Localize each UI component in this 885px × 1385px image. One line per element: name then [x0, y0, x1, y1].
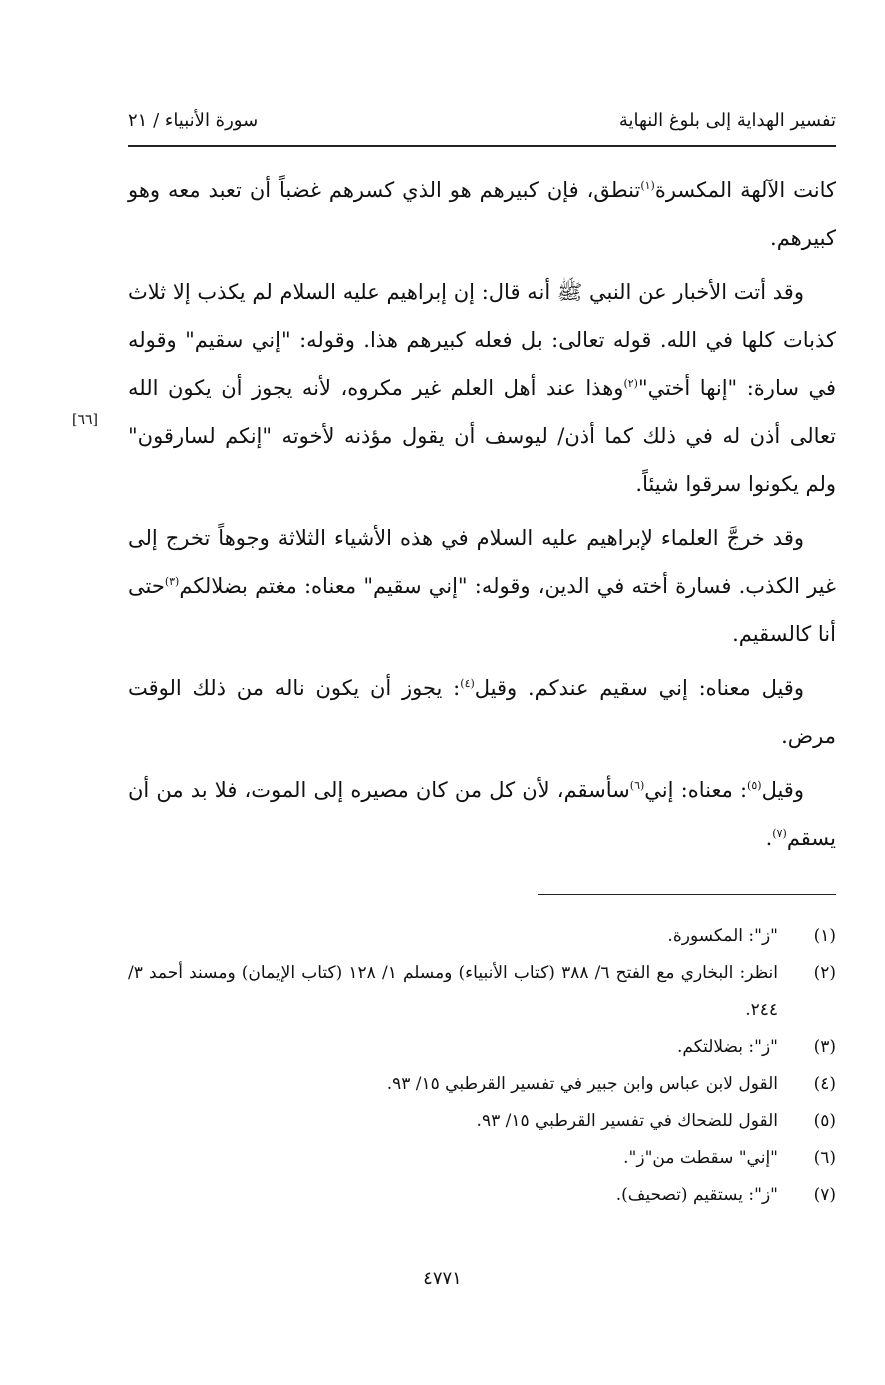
footnote-number: (٢)	[813, 963, 836, 983]
footnote-text: "إني" سقطت من"ز".	[623, 1148, 778, 1168]
footnote-number: (٤)	[813, 1074, 836, 1094]
footnote	[128, 1066, 836, 1103]
footnote-ref: (٦)	[629, 779, 645, 792]
paragraph: وقد خرجَّ العلماء لإبراهيم عليه السلام في هذه الأشياء الثلاثة وجوهاً تخرج إلى غير الكذب. فسارة أخته في الدين، وقوله: "إني سقيم" معناه: مغتم بضلالكم$^{(٣)}$حتى أنا كالسقيم.	[128, 526, 836, 646]
header-divider	[128, 145, 836, 147]
footnote-text: "ز": بضلالتكم.	[676, 1037, 778, 1057]
footnote-text: "ز": المكسورة.	[667, 926, 778, 946]
paragraph: كانت الآلهة المكسرة$^{(١)}$تنطق، فإن كبيرهم هو الذي كسرهم غضباً أن تعبد معه وهو كبيرهم.	[128, 178, 836, 250]
footnote-text: القول للضحاك في تفسير القرطبي ١٥/ ٩٣.	[476, 1111, 778, 1131]
footnote-text: القول لابن عباس وابن جبير في تفسير القرطبي ١٥/ ٩٣.	[386, 1074, 778, 1094]
footnotes	[128, 918, 836, 1214]
footnote	[128, 1103, 836, 1140]
footnote-number: (٣)	[813, 1037, 836, 1057]
footnote-divider	[538, 894, 836, 895]
footnote-ref: (٧)	[772, 827, 787, 840]
footnote	[128, 955, 836, 1029]
running-header	[128, 104, 836, 138]
footnote-ref: (٣)	[164, 575, 180, 588]
paragraph: وقيل معناه: إني سقيم عندكم. وقيل$^{(٤)}$: يجوز أن يكون ناله من ذلك الوقت مرض.	[128, 676, 836, 748]
main-text	[128, 166, 836, 868]
footnote-ref: (٢)	[623, 377, 638, 390]
footnote	[128, 1140, 836, 1177]
footnote	[128, 1177, 836, 1214]
footnote-text: انظر: البخاري مع الفتح ٦/ ٣٨٨ (كتاب الأنبياء) ومسلم ١/ ١٢٨ (كتاب الإيمان) ومسند أحمد ٣/ ٢٤٤.	[128, 963, 779, 1020]
paragraph: وقيل$^{(٥)}$: معناه: إني$^{(٦)}$سأسقم، لأن كل من كان مصيره إلى الموت، فلا بد من أن يسقم$^{(٧)}$.	[128, 778, 836, 850]
footnote-ref: (٥)	[747, 779, 762, 792]
footnote-number: (٥)	[813, 1111, 836, 1131]
page-number: ٤٧٧١	[423, 1268, 462, 1289]
book-title: تفسير الهداية إلى بلوغ النهاية	[618, 110, 836, 131]
footnote-number: (١)	[813, 926, 836, 946]
surah-title: سورة الأنبياء / ٢١	[128, 110, 259, 131]
manuscript-folio-marker: [٦٦]	[72, 412, 98, 428]
paragraph: وقد أتت الأخبار عن النبي ﷺ أنه قال: إن إبراهيم عليه السلام لم يكذب إلا ثلاث كذبات كلها في الله. قوله تعالى: بل فعله كبيرهم هذا. وقوله: "إني سقيم" وقوله في سارة: "إنها أختي"$^{(٢)}$وهذا عند أهل العلم غير مكروه، لأنه يجوز أن يكون الله تعالى أذن له في ذلك كما أذن/ ليوسف أن يقول مؤذنه لأخوته "إنكم لسارقون" ولم يكونوا سرقوا شيئاً.	[128, 280, 837, 496]
footnote-ref: (٤)	[460, 677, 475, 690]
footnote	[128, 918, 836, 955]
footnote	[128, 1029, 836, 1066]
footnote-number: (٦)	[813, 1148, 836, 1168]
footnote-text: "ز": يستقيم (تصحيف).	[615, 1185, 778, 1205]
footnote-ref: (١)	[640, 179, 655, 192]
footnote-number: (٧)	[813, 1185, 836, 1205]
